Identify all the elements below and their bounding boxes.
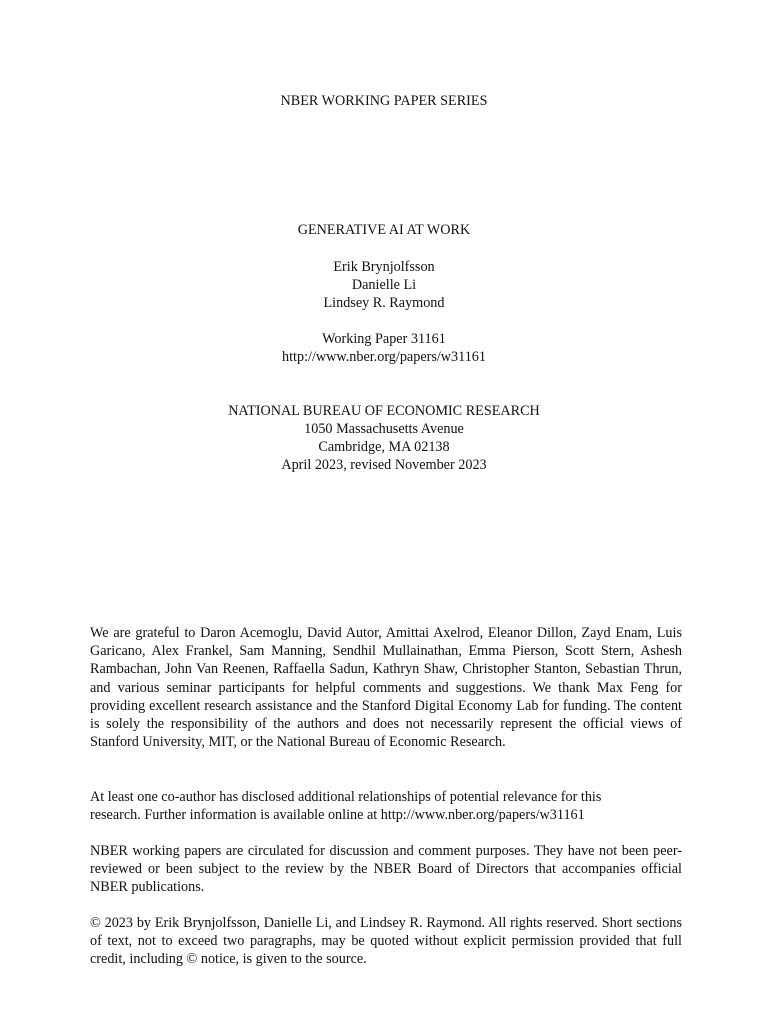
copyright-paragraph bbox=[90, 914, 682, 969]
acknowledgements-text: We are grateful to Daron Acemoglu, David Autor, Amittai Axelrod, Eleanor Dillon, Zayd Enam, Luis Garicano, Alex Frankel, Sam Manning, Sendhil Mullainathan, Emma Pierson, Scott Stern, Ashesh Rambachan, John Van Reenen, Raffaella Sadun, Kathryn Shaw, Christopher Stanton, Sebastian Thrun, and various seminar participants for helpful comments and suggestions. We thank Max Feng for providing excellent research assistance and the Stanford Digital Economy Lab for funding. The content is solely the responsibility of the authors and does not necessarily represent the official views of Stanford University, MIT, or the National Bureau of Economic Research. bbox=[90, 625, 682, 751]
working-paper-number: Working Paper 31161 bbox=[322, 331, 446, 347]
institution-block bbox=[0, 402, 768, 474]
institution-name: NATIONAL BUREAU OF ECONOMIC RESEARCH bbox=[228, 403, 540, 419]
working-paper-url: http://www.nber.org/papers/w31161 bbox=[282, 349, 486, 365]
paper-title: GENERATIVE AI AT WORK bbox=[297, 222, 471, 238]
author-list bbox=[0, 258, 768, 312]
acknowledgements-paragraph bbox=[90, 624, 682, 751]
author-name: Danielle Li bbox=[351, 277, 417, 293]
disclosure-text-line: research. Further information is available online at http://www.nber.org/papers/w31161 bbox=[90, 807, 585, 824]
series-header bbox=[0, 92, 768, 110]
institution-street: 1050 Massachusetts Avenue bbox=[304, 421, 464, 437]
disclosure-paragraph bbox=[90, 788, 682, 824]
publication-date: April 2023, revised November 2023 bbox=[281, 457, 487, 473]
circulation-text: NBER working papers are circulated for discussion and comment purposes. They have not been peer-reviewed or been subject to the review by the NBER Board of Directors that accompanies official NBER publications. bbox=[90, 843, 682, 896]
circulation-paragraph bbox=[90, 842, 682, 897]
series-name: NBER WORKING PAPER SERIES bbox=[280, 93, 488, 109]
author-name: Erik Brynjolfsson bbox=[333, 259, 435, 275]
author-name: Lindsey R. Raymond bbox=[323, 295, 445, 311]
copyright-text: © 2023 by Erik Brynjolfsson, Danielle Li, and Lindsey R. Raymond. All rights reserved. Short sections of text, not to exceed two paragraphs, may be quoted without explicit permission provided that full credit, including © notice, is given to the source. bbox=[90, 915, 682, 968]
institution-city: Cambridge, MA 02138 bbox=[318, 439, 450, 455]
paper-title-block bbox=[0, 221, 768, 239]
disclosure-text-line: At least one co-author has disclosed additional relationships of potential relevance for this bbox=[90, 789, 602, 805]
working-paper-info bbox=[0, 330, 768, 366]
